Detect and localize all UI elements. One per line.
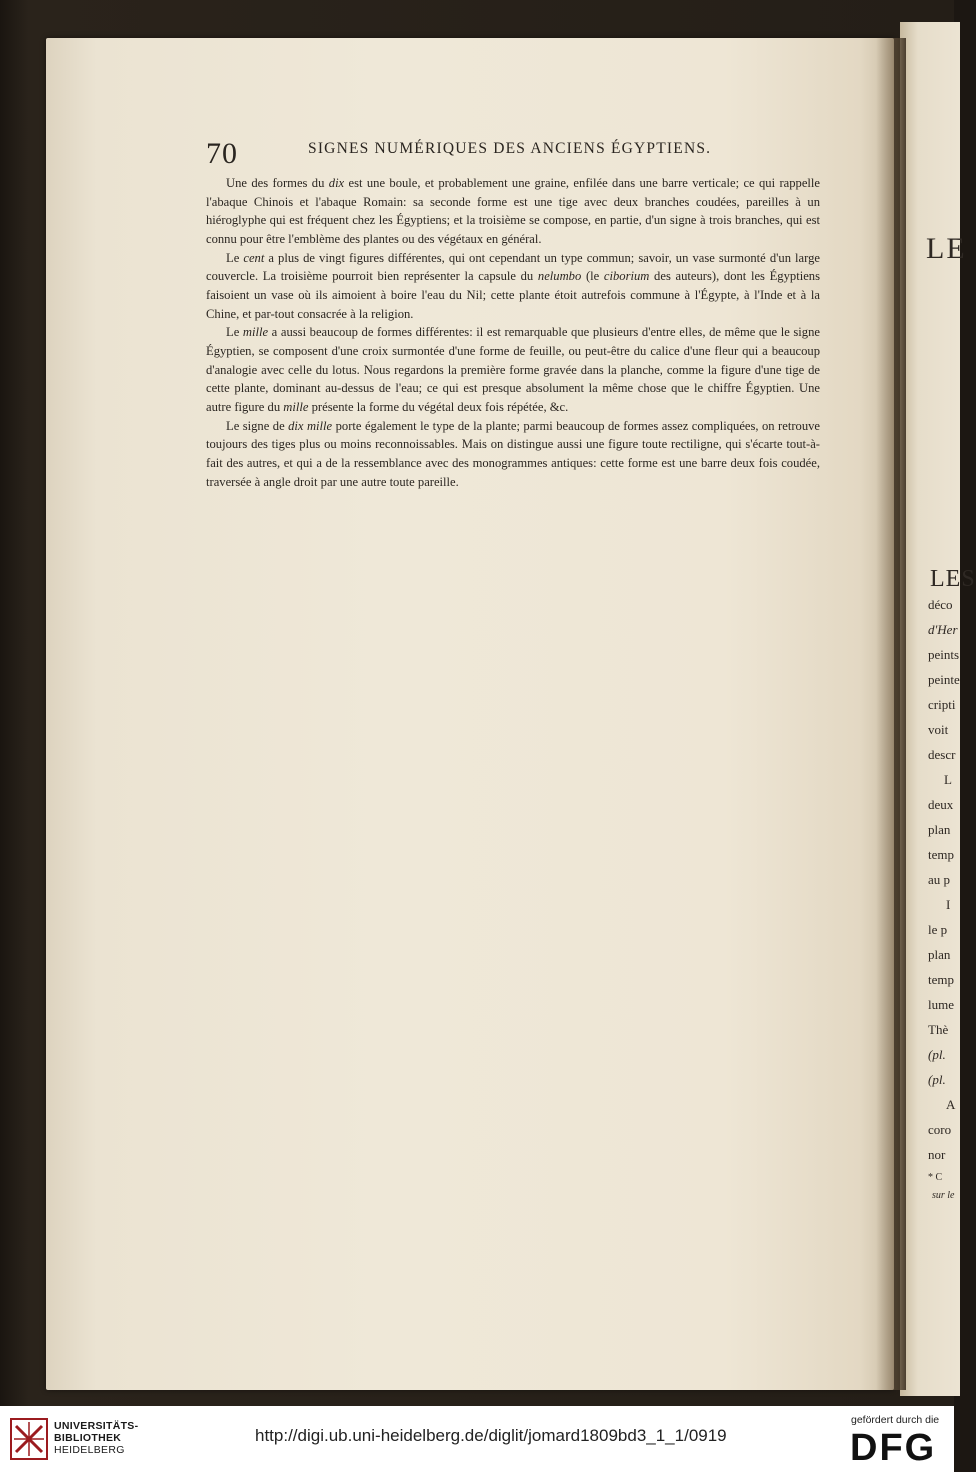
facing-page-line: deux — [928, 797, 954, 812]
viewer-footer — [0, 1406, 954, 1472]
facing-page-line: cripti — [928, 697, 956, 712]
facing-page-line: L — [944, 772, 952, 787]
facing-page-line: (pl. — [928, 1047, 946, 1062]
facing-page-line: d'Her — [928, 622, 958, 637]
text-run: (le — [581, 269, 604, 284]
facing-page-line: au p — [928, 872, 951, 887]
text-run: présente la forme du végétal deux fois répétée, &c. — [308, 399, 569, 414]
facing-page-line: coro — [928, 1122, 952, 1137]
facing-page-line: peints — [928, 647, 960, 662]
text-run: Le — [226, 250, 244, 265]
text-run: a plus de vingt figures différentes, qui ont cependant un type commun; savoir, un vase surmonté d'un large couvercle. La troisième pourroit bien représenter la capsule du — [206, 250, 820, 284]
text-run: a aussi beaucoup de formes différentes: il est remarquable que plusieurs d'entre elles, de même que le signe Égyptien, se composent d'une croix surmontée d'une forme de feuille, ou peut-être du calice d'une fleur qui a beaucoup d'analogie avec celle du lotus. Nous regardons la première forme gravée dans la planche, comme la figure d'une tige de cette plante, dominant au-dessus de l'eau; ce qui est presque absolument la même chose que le chiffre Égyptien. Une autre figure du — [206, 325, 820, 414]
text-run: Une des formes du — [226, 176, 329, 190]
facing-page-drop-cap: LES — [930, 566, 976, 592]
text-run: est une boule, et probablement une graine, enfilée dans une barre verticale; ce qui rappelle l'abaque Chinois et l'abaque Romain: sa seconde forme est une tige avec deux branches coudées, pareilles à un hiéroglyphe qui est fréquent chez les Égyptiens; et la troisième se compose, en partie, d'un signe à trois branches, qui est connu pour être l'emblème des plantes ou des végétaux en général. — [206, 176, 820, 246]
italic-term: mille — [242, 325, 269, 340]
facing-page-line: (pl. — [928, 1072, 946, 1087]
text-run: Le signe de — [226, 418, 289, 433]
university-seal-icon — [10, 1418, 48, 1460]
body-text — [206, 174, 820, 491]
facing-page-line: le p — [928, 922, 948, 937]
italic-term: ciborium — [603, 269, 650, 284]
facing-page-line: sur le — [932, 1190, 955, 1201]
facing-page-line: plan — [928, 947, 951, 962]
facing-page-line: voit — [928, 722, 949, 737]
text-run: Le — [226, 325, 243, 340]
facing-page-line: I — [946, 897, 951, 912]
facing-page-line: temp — [928, 847, 954, 862]
italic-term: mille — [283, 399, 309, 414]
running-title: SIGNES NUMÉRIQUES DES ANCIENS ÉGYPTIENS. — [308, 140, 712, 157]
body-paragraph — [206, 323, 820, 416]
italic-term: cent — [243, 250, 265, 265]
facing-page-line: peinte — [928, 672, 960, 687]
body-paragraph — [206, 417, 820, 492]
italic-term: dix mille — [288, 418, 333, 433]
facing-page-line: plan — [928, 822, 951, 837]
page-gutter — [876, 38, 906, 1390]
italic-term: nelumbo — [537, 269, 582, 284]
library-name-line3: HEIDELBERG — [54, 1444, 125, 1456]
facing-page-line: nor — [928, 1147, 946, 1162]
facing-page-line: A — [946, 1097, 956, 1112]
facing-page-line: descr — [928, 747, 956, 762]
facing-page-heading: LE — [926, 232, 967, 265]
funded-by-label: gefördert durch die — [851, 1414, 940, 1426]
facing-page-line: déco — [928, 597, 953, 612]
dfg-logo[interactable]: DFG — [850, 1427, 937, 1469]
text-run: des auteurs), dont les Égyptiens faisoient un vase où ils aimoient à boire l'eau du Nil; cette plante étoit autrefois commune à l'Égypte, à l'Inde et à la Chine, et par-tout consacrée à la religion. — [206, 269, 820, 321]
text-run: porte également le type de la plante; parmi beaucoup de formes assez compliquées, on retrouve toujours des tiges plus ou moins reconnoissables. Mais on distingue aussi une figure toute rectiligne, qui s'écarte tout-à-fait des autres, et qui a de la ressemblance avec des monogrammes antiques: cette forme est une barre deux fois coudée, traversée à angle droit par une autre toute pareille. — [206, 418, 821, 489]
body-paragraph — [206, 249, 820, 324]
library-logo-text[interactable] — [54, 1420, 138, 1456]
facing-page-line: lume — [928, 997, 954, 1012]
facing-page-line: * C — [928, 1172, 943, 1183]
library-name-line1: UNIVERSITÄTS- — [54, 1420, 139, 1432]
permalink-url[interactable]: http://digi.ub.uni-heidelberg.de/diglit/jomard1809bd3_1_1/0919 — [255, 1426, 727, 1445]
facing-page-line: Thè — [928, 1022, 949, 1037]
italic-term: dix — [328, 176, 345, 190]
library-name-line2: BIBLIOTHEK — [54, 1432, 122, 1444]
page-number: 70 — [206, 137, 238, 170]
body-paragraph — [206, 174, 820, 249]
facing-page-line: temp — [928, 972, 954, 987]
